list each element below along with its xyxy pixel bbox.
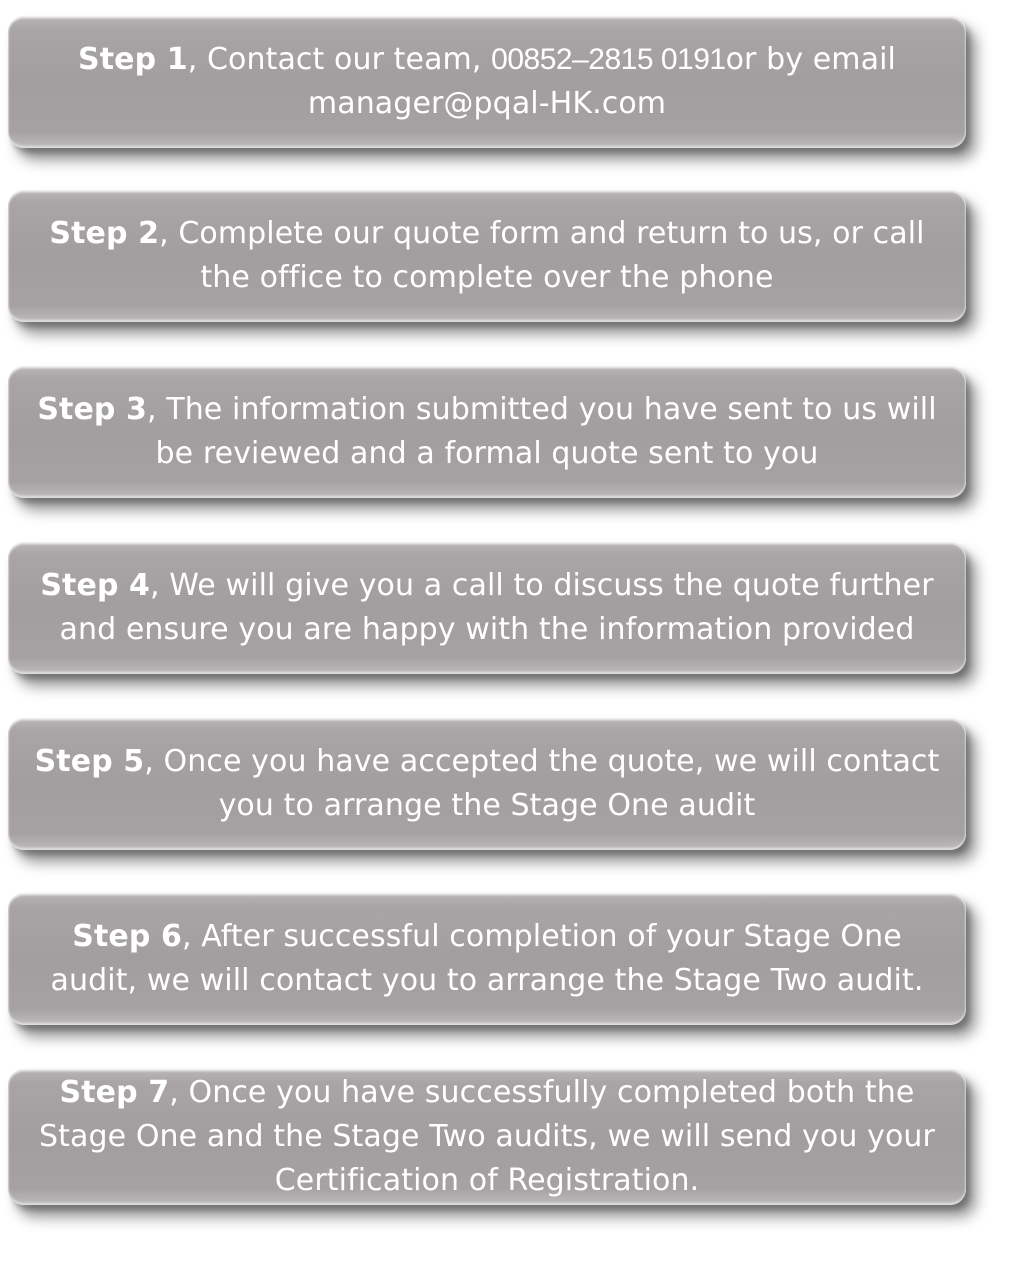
step-1-text: [26, 38, 948, 126]
step-2-text: [26, 212, 948, 300]
step-4-box: [8, 542, 966, 674]
step-6-body: , After successful completion of your Stage One audit, we will contact you to arrange the Stage Two audit.: [50, 919, 924, 998]
step-5-text: [26, 740, 948, 828]
step-2-body: , Complete our quote form and return to us, or call the office to complete over the phone: [159, 216, 925, 295]
step-4-label: Step 4: [40, 568, 151, 603]
step-3-label: Step 3: [37, 392, 147, 427]
step-1-text-before: , Contact our team,: [187, 42, 492, 77]
step-7-text: [26, 1071, 948, 1203]
step-6-text: [26, 915, 948, 1003]
step-1-email: manager@pqal-HK.com: [307, 86, 667, 121]
step-7-box: [8, 1069, 966, 1205]
step-3-box: [8, 366, 966, 498]
step-5-box: [8, 718, 966, 850]
step-2-box: [8, 190, 966, 322]
step-6-label: Step 6: [72, 919, 182, 954]
step-1-text-after: or by email: [725, 42, 896, 77]
step-1-phone: 00852–2815 0191: [491, 43, 726, 76]
step-6-box: [8, 893, 966, 1025]
step-3-text: [26, 388, 948, 476]
step-7-body: , Once you have successfully completed both the Stage One and the Stage Two audits, we will send you your Certification of Registration.: [39, 1075, 935, 1198]
step-4-body: , We will give you a call to discuss the quote further and ensure you are happy with the information provided: [59, 568, 934, 647]
step-2-label: Step 2: [49, 216, 160, 251]
step-5-label: Step 5: [34, 744, 145, 779]
step-7-label: Step 7: [59, 1075, 170, 1110]
step-4-text: [26, 564, 948, 652]
step-1-label: Step 1: [78, 42, 188, 77]
step-1-box: [8, 16, 966, 148]
step-3-body: , The information submitted you have sent to us will be reviewed and a formal quote sent to you: [147, 392, 937, 471]
step-5-body: , Once you have accepted the quote, we will contact you to arrange the Stage One audit: [144, 744, 940, 823]
